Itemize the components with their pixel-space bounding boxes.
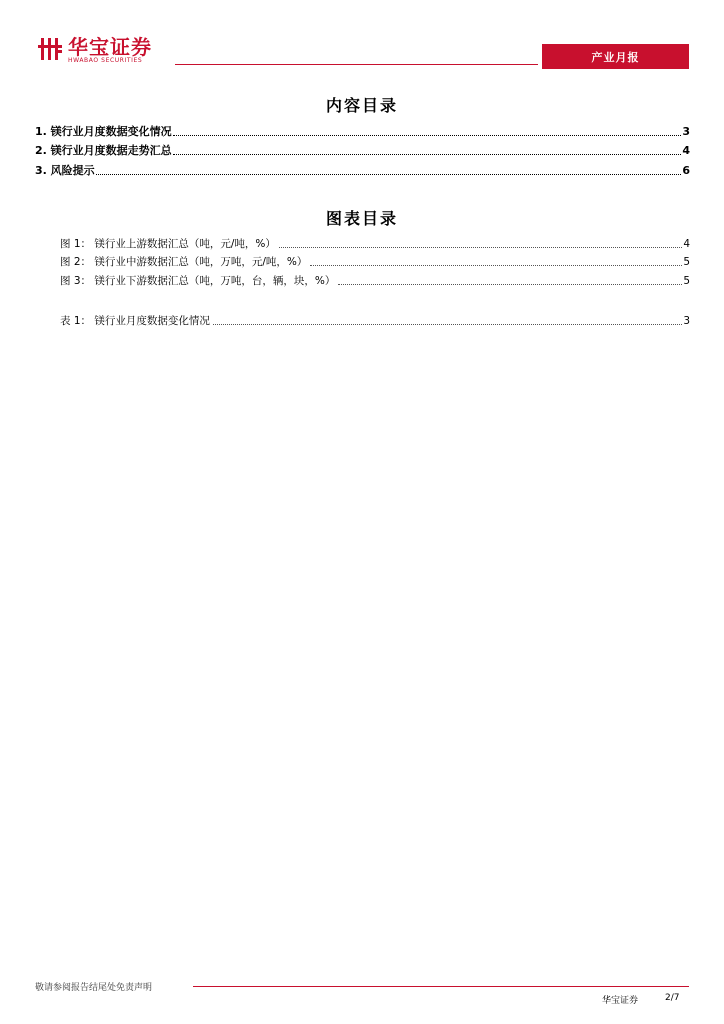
toc-entry-page: 3 [682,124,690,138]
figure-entry-page: 5 [683,274,690,287]
toc-entry-page: 6 [682,163,690,177]
toc-entry[interactable] [35,139,690,159]
logo-chinese-name: 华宝证券 [68,35,152,59]
report-type-badge: 产业月报 [542,44,689,69]
figure-entry-label: 图 2： 镁行业中游数据汇总（吨，万吨，元/吨，%） [60,256,308,268]
leader-dots [173,134,682,136]
footer-divider [193,986,689,987]
leader-dots [338,283,682,285]
logo-english-name: HWABAO SECURITIES [68,57,143,64]
footer-company-name: 华宝证券 [602,996,639,1006]
toc-entry-page: 4 [682,144,690,157]
header-divider [175,64,538,65]
figure-entry[interactable] [60,232,690,251]
page-header [0,0,724,80]
page-number: 2/7 [665,993,680,1003]
figure-entry[interactable] [60,269,690,288]
figures-title: 图表目录 [325,209,398,228]
disclaimer-note: 敬请参阅报告结尾处免责声明 [35,983,153,993]
leader-dots [213,323,682,325]
contents-list [35,119,690,178]
leader-dots [96,173,682,175]
toc-entry[interactable] [35,158,690,178]
leader-dots [310,264,682,266]
figure-entry-page: 5 [683,256,690,268]
company-logo [38,36,173,66]
table-entry-label: 表 1： 镁行业月度数据变化情况 [60,314,210,327]
logo-mark-icon [38,36,64,62]
contents-title: 内容目录 [325,96,398,115]
figures-list [60,232,690,288]
figure-entry-label: 图 3： 镁行业下游数据汇总（吨，万吨，台，辆，块，%） [60,274,336,287]
figure-entry-page: 4 [683,237,690,250]
figure-entry-label: 图 1： 镁行业上游数据汇总（吨，元/吨，%） [60,237,276,250]
toc-entry-label: 2. 镁行业月度数据走势汇总 [35,144,172,157]
toc-entry-label: 3. 风险提示 [35,163,95,177]
toc-entry[interactable] [35,119,690,139]
toc-entry-label: 1. 镁行业月度数据变化情况 [35,124,172,138]
leader-dots [173,153,682,155]
tables-list [60,309,690,328]
table-entry-page: 3 [683,314,690,327]
leader-dots [279,246,682,248]
table-entry[interactable] [60,309,690,328]
figure-entry[interactable] [60,251,690,270]
